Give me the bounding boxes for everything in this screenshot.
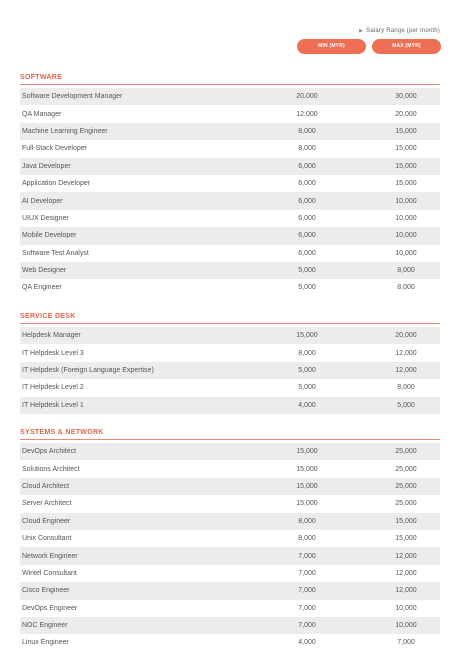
max-salary: 12,000: [395, 366, 417, 374]
rows: [20, 443, 440, 652]
table-row: [20, 565, 440, 582]
min-salary: 7,000: [298, 604, 316, 612]
min-salary: 15,000: [296, 482, 318, 490]
max-salary: 12,000: [395, 587, 417, 595]
role-name: Software Development Manager: [22, 93, 123, 101]
role-name: UIUX Designer: [22, 214, 69, 222]
role-name: Mobile Developer: [22, 232, 77, 240]
min-salary: 15,000: [296, 465, 318, 473]
table-row: [20, 158, 440, 175]
table-row: [20, 495, 440, 512]
max-salary: 20,000: [395, 110, 417, 118]
table-row: [20, 262, 440, 279]
role-name: IT Helpdesk Level 2: [22, 384, 84, 392]
max-salary: 8,000: [397, 284, 415, 292]
table-row: [20, 530, 440, 547]
table-row: [20, 397, 440, 414]
min-salary: 5,000: [298, 384, 316, 392]
role-name: Cloud Engineer: [22, 517, 71, 525]
rows: [20, 88, 440, 297]
role-name: Network Engineer: [22, 552, 78, 560]
salary-range-legend: [359, 28, 440, 34]
min-salary: 8,000: [298, 127, 316, 135]
max-salary: 15,000: [395, 180, 417, 188]
table-row: [20, 245, 440, 262]
role-name: Solutions Architect: [22, 465, 80, 473]
max-salary: 12,000: [395, 569, 417, 577]
min-salary: 7,000: [298, 587, 316, 595]
max-salary: 10,000: [395, 197, 417, 205]
min-salary: 8,000: [298, 145, 316, 153]
table-row: [20, 379, 440, 396]
role-name: Linux Engineer: [22, 639, 69, 647]
min-salary: 20,000: [296, 93, 318, 101]
min-salary: 8,000: [298, 535, 316, 543]
min-salary: 7,000: [298, 569, 316, 577]
min-salary: 8,000: [298, 349, 316, 357]
table-row: [20, 175, 440, 192]
table-row: [20, 279, 440, 296]
role-name: IT Helpdesk Level 1: [22, 401, 84, 409]
role-name: Software Test Analyst: [22, 249, 89, 257]
min-salary: 5,000: [298, 267, 316, 275]
max-salary: 15,000: [395, 162, 417, 170]
role-name: Machine Learning Engineer: [22, 127, 108, 135]
min-salary: 15,000: [296, 500, 318, 508]
max-salary: 15,000: [395, 517, 417, 525]
max-salary: 12,000: [395, 349, 417, 357]
role-name: Helpdesk Manager: [22, 332, 81, 340]
max-column-header: MAX (MYR): [372, 39, 441, 54]
role-name: Java Developer: [22, 162, 71, 170]
table-row: [20, 634, 440, 651]
max-salary: 8,000: [397, 267, 415, 275]
triangle-right-icon: ▶: [359, 28, 364, 34]
min-salary: 7,000: [298, 552, 316, 560]
role-name: NOC Engineer: [22, 622, 68, 630]
role-name: Unix Consultant: [22, 535, 72, 543]
min-column-header: MIN (MYR): [297, 39, 366, 54]
max-salary: 25,000: [395, 482, 417, 490]
role-name: QA Engineer: [22, 284, 62, 292]
max-salary: 12,000: [395, 552, 417, 560]
table-row: [20, 362, 440, 379]
max-salary: 25,000: [395, 448, 417, 456]
max-salary: 10,000: [395, 232, 417, 240]
table-row: [20, 582, 440, 599]
min-salary: 4,000: [298, 639, 316, 647]
max-salary: 15,000: [395, 145, 417, 153]
min-salary: 7,000: [298, 622, 316, 630]
table-row: [20, 88, 440, 105]
table-row: [20, 443, 440, 460]
role-name: IT Helpdesk (Foreign Language Expertise): [22, 366, 154, 374]
table-row: [20, 140, 440, 157]
max-salary: 7,000: [397, 639, 415, 647]
max-salary: 10,000: [395, 622, 417, 630]
legend-text: Salary Range (per month): [366, 28, 440, 34]
min-salary: 6,000: [298, 197, 316, 205]
table-row: [20, 123, 440, 140]
table-row: [20, 478, 440, 495]
max-salary: 15,000: [395, 127, 417, 135]
section-title: SERVICE DESK: [20, 310, 440, 324]
table-row: [20, 600, 440, 617]
role-name: Cloud Architect: [22, 482, 70, 490]
table-row: [20, 547, 440, 564]
min-salary: 8,000: [298, 517, 316, 525]
max-salary: 15,000: [395, 535, 417, 543]
max-salary: 25,000: [395, 465, 417, 473]
role-name: Application Developer: [22, 180, 91, 188]
role-name: IT Helpdesk Level 3: [22, 349, 84, 357]
section-systems-network: [20, 426, 440, 652]
table-row: [20, 617, 440, 634]
max-salary: 8,000: [397, 384, 415, 392]
max-salary: 20,000: [395, 332, 417, 340]
table-row: [20, 192, 440, 209]
section-service-desk: [20, 310, 440, 414]
max-salary: 30,000: [395, 93, 417, 101]
role-name: DevOps Architect: [22, 448, 77, 456]
min-salary: 6,000: [298, 162, 316, 170]
rows: [20, 327, 440, 414]
role-name: Web Designer: [22, 267, 67, 275]
min-salary: 6,000: [298, 214, 316, 222]
table-row: [20, 227, 440, 244]
table-row: [20, 513, 440, 530]
min-salary: 15,000: [296, 448, 318, 456]
max-salary: 10,000: [395, 214, 417, 222]
role-name: DevOps Engineer: [22, 604, 78, 612]
min-salary: 6,000: [298, 232, 316, 240]
table-row: [20, 460, 440, 477]
role-name: AI Developer: [22, 197, 63, 205]
max-salary: 10,000: [395, 249, 417, 257]
role-name: QA Manager: [22, 110, 62, 118]
min-salary: 6,000: [298, 249, 316, 257]
section-title: SOFTWARE: [20, 71, 440, 85]
role-name: Cisco Engineer: [22, 587, 70, 595]
role-name: Wintel Consultant: [22, 569, 77, 577]
role-name: Server Architect: [22, 500, 72, 508]
min-salary: 5,000: [298, 366, 316, 374]
min-salary: 5,000: [298, 284, 316, 292]
table-row: [20, 327, 440, 344]
min-salary: 6,000: [298, 180, 316, 188]
max-salary: 25,000: [395, 500, 417, 508]
table-row: [20, 210, 440, 227]
section-software: [20, 71, 440, 297]
role-name: Full-Stack Developer: [22, 145, 87, 153]
table-row: [20, 105, 440, 122]
max-salary: 5,000: [397, 401, 415, 409]
section-title: SYSTEMS & NETWORK: [20, 426, 440, 440]
min-salary: 4,000: [298, 401, 316, 409]
table-row: [20, 344, 440, 361]
max-salary: 10,000: [395, 604, 417, 612]
min-salary: 15,000: [296, 332, 318, 340]
min-salary: 12,000: [296, 110, 318, 118]
